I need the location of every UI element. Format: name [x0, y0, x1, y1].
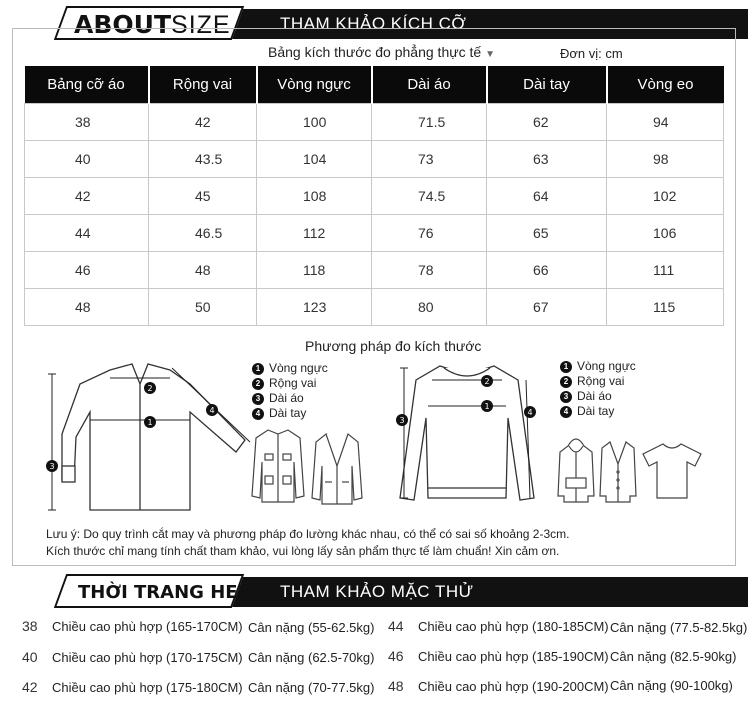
rec-height: Chiều cao phù hợp (175-180CM) [52, 680, 243, 695]
rec-size-44 [388, 618, 609, 634]
table-cell: 43.5 [149, 140, 257, 177]
rec-size-46 [388, 648, 609, 664]
legend-item [252, 406, 328, 421]
legend-label: Dài áo [577, 389, 612, 403]
legend-label: Rộng vai [269, 376, 317, 390]
table-cell: 118 [257, 251, 372, 288]
legend-label: Dài tay [577, 404, 615, 418]
table-cell: 123 [257, 288, 372, 325]
svg-text:3: 3 [49, 462, 55, 471]
rec-height: Chiều cao phù hợp (180-185CM) [418, 619, 609, 634]
table-cell: 38 [25, 103, 149, 140]
number-2-icon: 2 [560, 376, 572, 388]
legend-item [252, 376, 328, 391]
col-header: Rộng vai [149, 66, 257, 103]
rec-weight-38: Cân nặng (55-62.5kg) [248, 620, 375, 635]
legend-item [560, 374, 636, 389]
number-3-icon: 3 [560, 391, 572, 403]
hoodie-icon [556, 436, 596, 506]
col-header: Bảng cỡ áo [25, 66, 149, 103]
table-cell: 63 [487, 140, 607, 177]
table-cell: 46 [25, 251, 149, 288]
number-4-icon: 4 [560, 406, 572, 418]
table-cell: 108 [257, 177, 372, 214]
legend-label: Vòng ngực [269, 361, 328, 375]
table-cell: 48 [149, 251, 257, 288]
table-cell: 102 [607, 177, 724, 214]
col-header: Vòng ngực [257, 66, 372, 103]
rec-weight-40: Cân nặng (62.5-70kg) [248, 650, 375, 665]
legend-item [560, 389, 636, 404]
rec-weight-46: Cân nặng (82.5-90kg) [610, 649, 737, 664]
svg-text:1: 1 [147, 418, 153, 427]
table-cell: 48 [25, 288, 149, 325]
table-row [25, 214, 724, 251]
table-header-row [25, 66, 724, 103]
table-cell: 46.5 [149, 214, 257, 251]
unit-label: Đơn vị: cm [560, 46, 623, 61]
rec-size: 42 [22, 679, 38, 695]
svg-text:4: 4 [527, 408, 533, 417]
legend-item [252, 391, 328, 406]
table-cell: 66 [487, 251, 607, 288]
tshirt-icon [641, 442, 703, 500]
rec-size-42 [22, 679, 243, 695]
note-line-1: Lưu ý: Do quy trình cắt may và phương pháp đo lường khác nhau, có thể có sai số khoảng 2-3cm. [46, 527, 570, 541]
table-cell: 100 [257, 103, 372, 140]
number-1-icon: 1 [560, 361, 572, 373]
rec-weight-48: Cân nặng (90-100kg) [610, 678, 733, 693]
rec-size: 44 [388, 618, 404, 634]
size-table [24, 66, 724, 326]
svg-text:2: 2 [484, 377, 490, 386]
legend-label: Dài áo [269, 391, 304, 405]
number-3-icon: 3 [252, 393, 264, 405]
table-row [25, 140, 724, 177]
table-cell: 73 [372, 140, 487, 177]
svg-text:1: 1 [484, 402, 490, 411]
table-cell: 104 [257, 140, 372, 177]
col-header: Vòng eo [607, 66, 724, 103]
table-cell: 71.5 [372, 103, 487, 140]
number-1-icon: 1 [252, 363, 264, 375]
col-header: Dài áo [372, 66, 487, 103]
table-row [25, 288, 724, 325]
legend-item [252, 361, 328, 376]
table-cell: 67 [487, 288, 607, 325]
table-cell: 65 [487, 214, 607, 251]
table-row [25, 177, 724, 214]
legend-left [252, 361, 328, 421]
table-cell: 112 [257, 214, 372, 251]
method-title: Phương pháp đo kích thước [305, 338, 482, 354]
table-cell: 62 [487, 103, 607, 140]
table-subtitle [268, 44, 495, 60]
table-cell: 78 [372, 251, 487, 288]
chevron-down-icon: ▼ [485, 49, 496, 60]
table-cell: 42 [25, 177, 149, 214]
svg-text:4: 4 [209, 406, 215, 415]
legend-right [560, 359, 636, 419]
legend-label: Rộng vai [577, 374, 625, 388]
rec-size-38 [22, 618, 243, 634]
table-cell: 111 [607, 251, 724, 288]
table-cell: 94 [607, 103, 724, 140]
blazer-icon [310, 432, 364, 508]
legend-item [560, 404, 636, 419]
rec-height: Chiều cao phù hợp (170-175CM) [52, 650, 243, 665]
rec-size-48 [388, 678, 609, 694]
number-4-icon: 4 [252, 408, 264, 420]
table-cell: 40 [25, 140, 149, 177]
table-cell: 80 [372, 288, 487, 325]
table-row [25, 251, 724, 288]
rec-weight-42: Cân nặng (70-77.5kg) [248, 680, 375, 695]
table-cell: 42 [149, 103, 257, 140]
jacket-icon [250, 426, 306, 506]
table-cell: 50 [149, 288, 257, 325]
header-title: THAM KHẢO KÍCH CỠ [280, 14, 467, 33]
table-cell: 76 [372, 214, 487, 251]
table-cell: 98 [607, 140, 724, 177]
brand-light: SIZE [171, 11, 231, 39]
measure-note [46, 526, 569, 560]
legend-item [560, 359, 636, 374]
shirt-measure-icon [40, 362, 250, 517]
rec-height: Chiều cao phù hợp (185-190CM) [418, 649, 609, 664]
rec-size-40 [22, 649, 243, 665]
col-header: Dài tay [487, 66, 607, 103]
footer-banner [0, 574, 748, 610]
number-2-icon: 2 [252, 378, 264, 390]
table-cell: 106 [607, 214, 724, 251]
rec-size: 46 [388, 648, 404, 664]
table-cell: 115 [607, 288, 724, 325]
table-cell: 45 [149, 177, 257, 214]
rec-height: Chiều cao phù hợp (190-200CM) [418, 679, 609, 694]
rec-height: Chiều cao phù hợp (165-170CM) [52, 619, 243, 634]
table-cell: 74.5 [372, 177, 487, 214]
cardigan-icon [598, 440, 638, 506]
svg-text:3: 3 [399, 416, 405, 425]
table-cell: 44 [25, 214, 149, 251]
footer-brand: THỜI TRANG HELLO [78, 582, 276, 603]
footer-title: THAM KHẢO MẶC THỬ [280, 582, 474, 601]
rec-size: 48 [388, 678, 404, 694]
legend-label: Vòng ngực [577, 359, 636, 373]
table-cell: 64 [487, 177, 607, 214]
svg-text:2: 2 [147, 384, 153, 393]
subtitle-text: Bảng kích thước đo phẳng thực tế [268, 44, 482, 60]
sweater-measure-icon [392, 362, 542, 508]
rec-size: 40 [22, 649, 38, 665]
table-row [25, 103, 724, 140]
note-line-2: Kích thước chỉ mang tính chất tham khảo, vui lòng lấy sản phẩm thực tế làm chuẩn! Xin cảm ơn. [46, 544, 560, 558]
brand-bold: ABOUT [74, 10, 172, 39]
legend-label: Dài tay [269, 406, 307, 420]
rec-size: 38 [22, 618, 38, 634]
rec-weight-44: Cân nặng (77.5-82.5kg) [610, 620, 748, 635]
